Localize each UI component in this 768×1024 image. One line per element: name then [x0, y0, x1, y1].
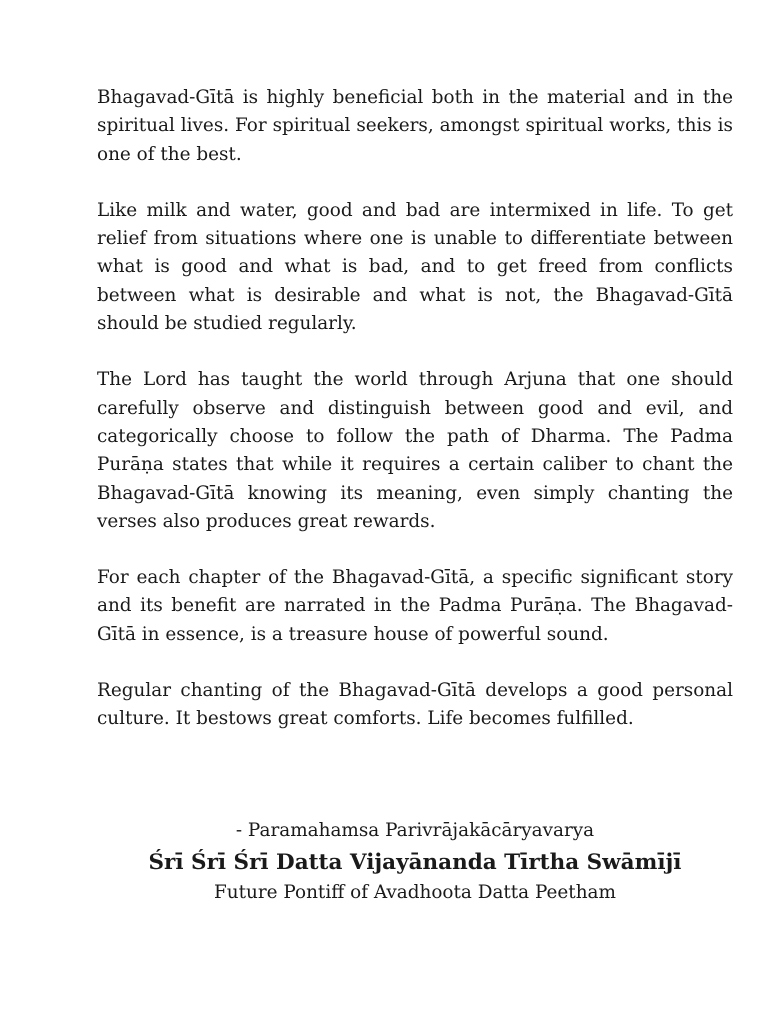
paragraph-4: For each chapter of the Bhagavad-Gītā, a specific significant story and its benefit are narrated in the Padma Purāṇa. The Bhagavad-Gītā in essence, is a treasure house of powerful sound. [97, 567, 733, 645]
paragraph-2: Like milk and water, good and bad are intermixed in life. To get relief from situations where one is unable to differentiate between what is good and what is bad, and to get freed from conflicts between what is desirable and what is not, the Bhagavad-Gītā should be studied regularly. [97, 199, 733, 335]
attribution-name: Śrī Śrī Śrī Datta Vijayānanda Tīrtha Swāmījī [148, 850, 682, 875]
paragraph-1: Bhagavad-Gītā is highly beneficial both in the material and in the spiritual lives. For spiritual seekers, amongst spiritual works, this is one of the best. [97, 87, 733, 165]
attribution-role: Future Pontiff of Avadhoota Datta Peetham [214, 882, 616, 903]
paragraph-3: The Lord has taught the world through Arjuna that one should carefully observe and distinguish between good and evil, and categorically choose to follow the path of Dharma. The Padma Purāṇa states that while it requires a certain caliber to chant the Bhagavad-Gītā knowing its meaning, even simply chanting the verses also produces great rewards. [97, 369, 733, 532]
paragraph-5: Regular chanting of the Bhagavad-Gītā develops a good personal culture. It bestows great comforts. Life becomes fulfilled. [97, 680, 733, 730]
attribution-block [97, 818, 733, 906]
attribution-title: - Paramahamsa Parivrājakācāryavarya [235, 820, 595, 841]
document-body [97, 84, 733, 734]
